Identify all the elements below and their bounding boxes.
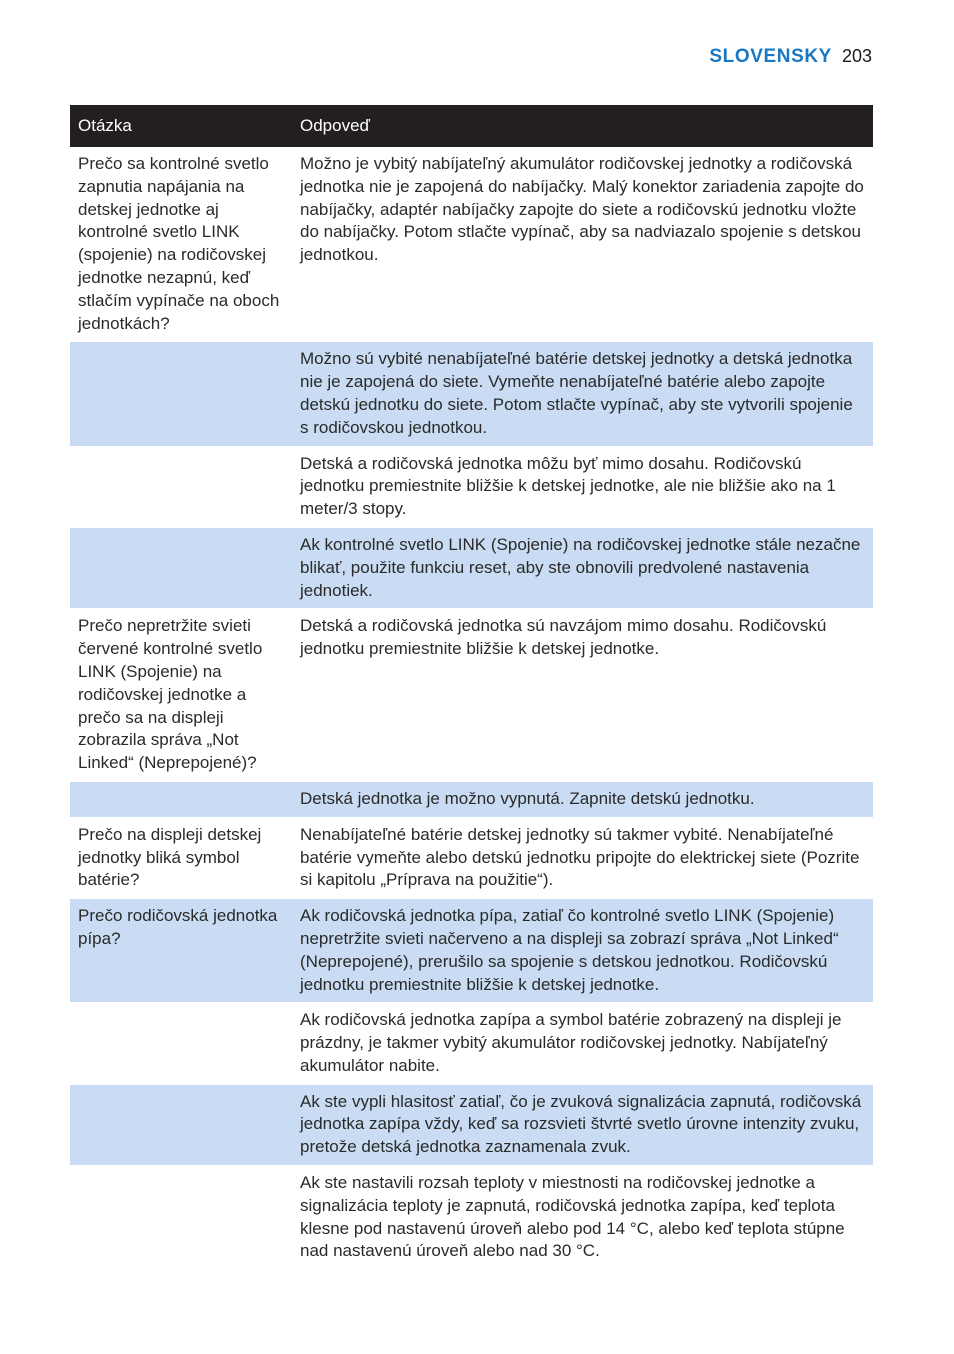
- table-row: [70, 342, 873, 446]
- question-cell: [70, 1084, 292, 1165]
- table-row: [70, 1003, 873, 1084]
- table-header-row: [70, 105, 873, 147]
- question-cell: [70, 1003, 292, 1084]
- question-cell: Prečo rodičovská jednotka pípa?: [70, 899, 292, 1003]
- answer-cell: Detská jednotka je možno vypnutá. Zapnite detskú jednotku.: [292, 781, 873, 817]
- question-cell: Prečo sa kontrolné svetlo zapnutia napájania na detskej jednotke aj kontrolné svetlo LINK (spojenie) na rodičovskej jednotke nezapnú, keď stlačím vypínače na oboch jednotkách?: [70, 147, 292, 342]
- question-cell: [70, 527, 292, 608]
- answer-cell: Nenabíjateľné batérie detskej jednotky sú takmer vybité. Nenabíjateľné batérie vymeňte alebo detskú jednotku pripojte do elektrickej siete (Pozrite si kapitolu „Príprava na použitie“).: [292, 817, 873, 898]
- table-row: [70, 1166, 873, 1270]
- page-number: 203: [841, 46, 872, 66]
- table-row: [70, 147, 873, 342]
- table-row: [70, 1084, 873, 1165]
- faq-table-body: [70, 147, 873, 1270]
- table-row: [70, 446, 873, 527]
- language-label: SLOVENSKY: [709, 46, 832, 67]
- question-cell: [70, 781, 292, 817]
- table-row: [70, 609, 873, 782]
- answer-cell: Možno je vybitý nabíjateľný akumulátor rodičovskej jednotky a rodičovská jednotka nie je zapojená do nabíjačky. Malý konektor zariadenia zapojte do nabíjačky, adaptér nabíjačky zapojte do siete a rodičovskú jednotku vložte do nabíjačky. Potom stlačte vypínač, aby sa nadviazalo spojenie s detskou jednotkou.: [292, 147, 873, 342]
- answer-cell: Ak rodičovská jednotka pípa, zatiaľ čo kontrolné svetlo LINK (Spojenie) nepretržite svieti načerveno a na displeji sa zobrazí správa „Not Linked“ (Neprepojené), prerušilo sa spojenie s detskou jednotkou. Rodičovskú jednotku premiestnite bližšie k detskej jednotke.: [292, 899, 873, 1003]
- question-cell: Prečo nepretržite svieti červené kontrolné svetlo LINK (Spojenie) na rodičovskej jednotke a prečo sa na displeji zobrazila správa „Not Linked“ (Neprepojené)?: [70, 609, 292, 782]
- table-row: [70, 817, 873, 898]
- column-header-question: Otázka: [70, 105, 292, 147]
- answer-cell: Ak kontrolné svetlo LINK (Spojenie) na rodičovskej jednotke stále nezačne blikať, použite funkciu reset, aby ste obnovili predvolené nastavenia jednotiek.: [292, 527, 873, 608]
- answer-cell: Detská a rodičovská jednotka môžu byť mimo dosahu. Rodičovskú jednotku premiestnite bližšie k detskej jednotke, ale nie bližšie ako na 1 meter/3 stopy.: [292, 446, 873, 527]
- question-cell: [70, 342, 292, 446]
- column-header-answer: Odpoveď: [292, 105, 873, 147]
- page-header: [709, 46, 872, 68]
- answer-cell: Možno sú vybité nenabíjateľné batérie detskej jednotky a detská jednotka nie je zapojená do siete. Vymeňte nenabíjateľné batérie alebo zapojte detskú jednotku do siete. Potom stlačte vypínač, aby ste vytvorili spojenie s rodičovskou jednotkou.: [292, 342, 873, 446]
- table-row: [70, 527, 873, 608]
- question-cell: [70, 1166, 292, 1270]
- table-row: [70, 781, 873, 817]
- question-cell: Prečo na displeji detskej jednotky bliká symbol batérie?: [70, 817, 292, 898]
- answer-cell: Ak rodičovská jednotka zapípa a symbol batérie zobrazený na displeji je prázdny, je takmer vybitý akumulátor rodičovskej jednotky. Nabíjateľný akumulátor nabite.: [292, 1003, 873, 1084]
- answer-cell: Ak ste vypli hlasitosť zatiaľ, čo je zvuková signalizácia zapnutá, rodičovská jednotka zapípa vždy, keď sa rozsvieti štvrté svetlo úrovne intenzity zvuku, pretože detská jednotka zaznamenala zvuk.: [292, 1084, 873, 1165]
- answer-cell: Ak ste nastavili rozsah teploty v miestnosti na rodičovskej jednotke a signalizácia teploty je zapnutá, rodičovská jednotka zapípa, keď teplota klesne pod nastavenú úroveň alebo pod 14 °C, alebo keď teplota stúpne nad nastavenú úroveň alebo nad 30 °C.: [292, 1166, 873, 1270]
- table-row: [70, 899, 873, 1003]
- faq-table: [70, 105, 873, 1270]
- question-cell: [70, 446, 292, 527]
- answer-cell: Detská a rodičovská jednotka sú navzájom mimo dosahu. Rodičovskú jednotku premiestnite bližšie k detskej jednotke.: [292, 609, 873, 782]
